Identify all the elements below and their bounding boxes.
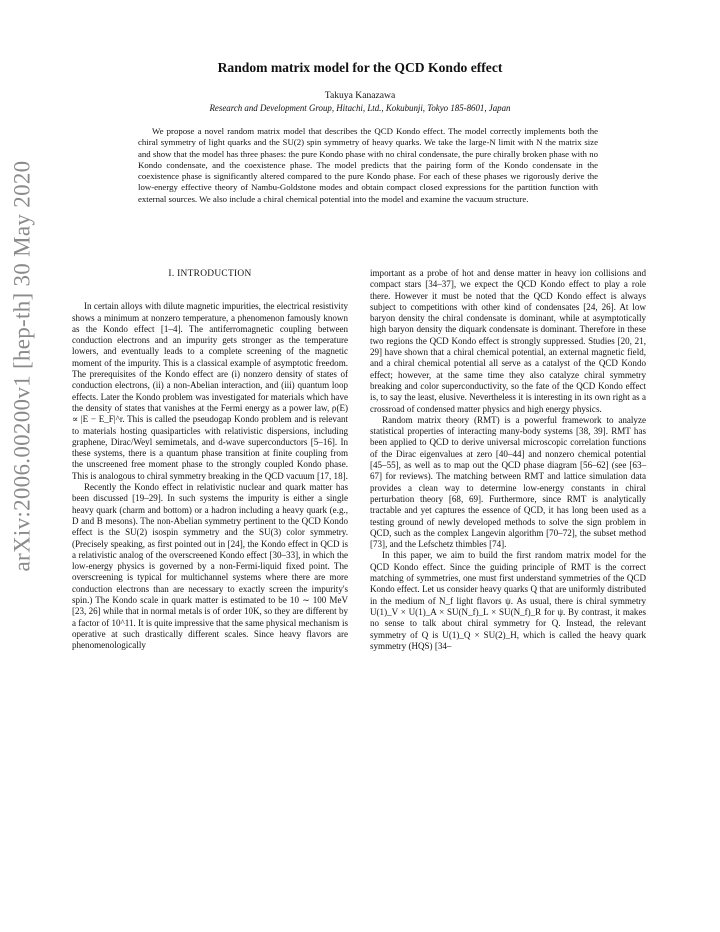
arxiv-identifier: arXiv:2006.00200v1 [hep-th] 30 May 2020 bbox=[9, 160, 35, 572]
paragraph-random-matrix-theory: Random matrix theory (RMT) is a powerful framework to analyze statistical properties of interacting many-body systems [38, 39]. RMT has been applied to QCD to derive universal microscopic correlation functions of the Dirac eigenvalues at zero [40–44] and nonzero chemical potential [45–55], as well as to map out the QCD phase diagram [56–62] (see [63–67] for reviews). The matching between RMT and lattice simulation data provides a clean way to determine low-energy constants in chiral perturbation theory [68, 69]. Furthermore, since RMT is analytically tractable and yet captures the essence of QCD, it has long been used as a testing ground of newly developed methods to solve the sign problem in QCD, such as the complex Langevin algorithm [70–72], the subset method [73], and the Lefschetz thimbles [74]. bbox=[370, 414, 646, 550]
paragraph-competition-condensates: important as a probe of hot and dense matter in heavy ion collisions and compact stars [34–37], we expect the QCD Kondo effect to play a role there. However it must be noted that the QCD Kondo effect is always subject to competitions with other kind of condensates [24, 26]. At low baryon density the chiral condensate is dominant, while at asymptotically high baryon density the diquark condensate is dominant. Therefore in these two regions the QCD Kondo effect is strongly suppressed. Studies [20, 21, 29] have shown that a chiral chemical potential, an external magnetic field, and a chiral chemical potential all serve as a catalyst of the QCD Kondo effect; however, at the same time they also catalyze chiral symmetry breaking and color superconductivity, so the fate of the QCD Kondo effect is, to say the least, elusive. Nevertheless it is interesting in its own right as a crossroad of condensed matter physics and high energy physics. bbox=[370, 268, 646, 414]
paper-author: Takuya Kanazawa bbox=[324, 90, 396, 101]
arxiv-identifier-stamp bbox=[5, 46, 39, 686]
right-column bbox=[370, 268, 646, 652]
section-heading-introduction: I. INTRODUCTION bbox=[168, 269, 252, 279]
abstract: We propose a novel random matrix model that describes the QCD Kondo effect. The model correctly implements both the chiral symmetry of light quarks and the SU(2) spin symmetry of heavy quarks. We take the large-N limit with N the matrix size and show that the model has three phases: the pure Kondo phase with no chiral condensate, the pure chirally broken phase with no Kondo condensate, and the coexistence phase. The model predicts that the pairing form of the Kondo condensate in the coexistence phase is significantly altered compared to the pure Kondo phase. For each of these phases we rigorously derive the low-energy effective theory of Nambu-Goldstone modes and obtain compact closed expressions for the partition function with external sources. We also include a chiral chemical potential into the model and examine the vacuum structure. bbox=[138, 126, 598, 204]
paragraph-relativistic-kondo: Recently the Kondo effect in relativistic nuclear and quark matter has been discussed [19–29]. In such systems the impurity is either a single heavy quark (charm and bottom) or a hadron including a heavy quark (e.g., D and B mesons). The non-Abelian symmetry pertinent to the QCD Kondo effect is the SU(2) isospin symmetry and the SU(3) color symmetry. (Precisely speaking, as first pointed out in [24], the Kondo effect in QCD is a relativistic analog of the overscreened Kondo effect [30–33], in which the low-energy physics is governed by a non-Fermi-liquid fixed point. The overscreening is typical for multichannel systems where there are more conduction electrons than are necessary to exactly screen the impurity's spin.) The Kondo scale in quark matter is estimated to be 10 ∼ 100 MeV [23, 26] while that in normal metals is of order 10K, so they are different by a factor of 10^11. It is quite impressive that the same physical mechanism is operative at such drastically different scales. Since heavy flavors are phenomenologically bbox=[72, 482, 348, 651]
paper-title: Random matrix model for the QCD Kondo effect bbox=[217, 60, 503, 75]
author-affiliation: Research and Development Group, Hitachi, Ltd., Kokubunji, Tokyo 185-8601, Japan bbox=[209, 103, 511, 113]
paragraph-this-paper: In this paper, we aim to build the first random matrix model for the QCD Kondo effect. Since the guiding principle of RMT is the correct matching of symmetries, one must first understand symmetries of the QCD Kondo effect. Let us consider heavy quarks Q that are uniformly distributed in the medium of N_f light flavors ψ. As usual, there is chiral symmetry U(1)_V × U(1)_A × SU(N_f)_L × SU(N_f)_R for ψ. By contrast, it makes no sense to talk about chiral symmetry for Q. Instead, the relevant symmetry of Q is U(1)_Q × SU(2)_H, which is called the heavy quark symmetry (HQS) [34– bbox=[370, 550, 646, 651]
paragraph-kondo-alloys: In certain alloys with dilute magnetic impurities, the electrical resistivity shows a minimum at nonzero temperature, a phenomenon famously known as the Kondo effect [1–4]. The antiferromagnetic coupling between conduction electrons and an impurity gets stronger as the temperature lowers, and eventually leads to a complete screening of the magnetic moment of the impurity. This is a classical example of asymptotic freedom. The prerequisites of the Kondo effect are (i) nonzero density of states of conduction electrons, (ii) a non-Abelian interaction, and (iii) quantum loop effects. Later the Kondo problem was investigated for materials which have the density of states that vanishes at the Fermi energy as a power law, ρ(E) ∝ |E − E_F|^r. This is called the pseudogap Kondo problem and is relevant to materials hosting quasiparticles with relativistic dispersions, including graphene, Dirac/Weyl semimetals, and d-wave superconductors [5–16]. In these systems, there is a quantum phase transition at finite coupling from the unscreened free moment phase to the strongly coupled Kondo phase. This is analogous to chiral symmetry breaking in the QCD vacuum [17, 18]. bbox=[72, 301, 348, 481]
left-column bbox=[72, 268, 348, 652]
